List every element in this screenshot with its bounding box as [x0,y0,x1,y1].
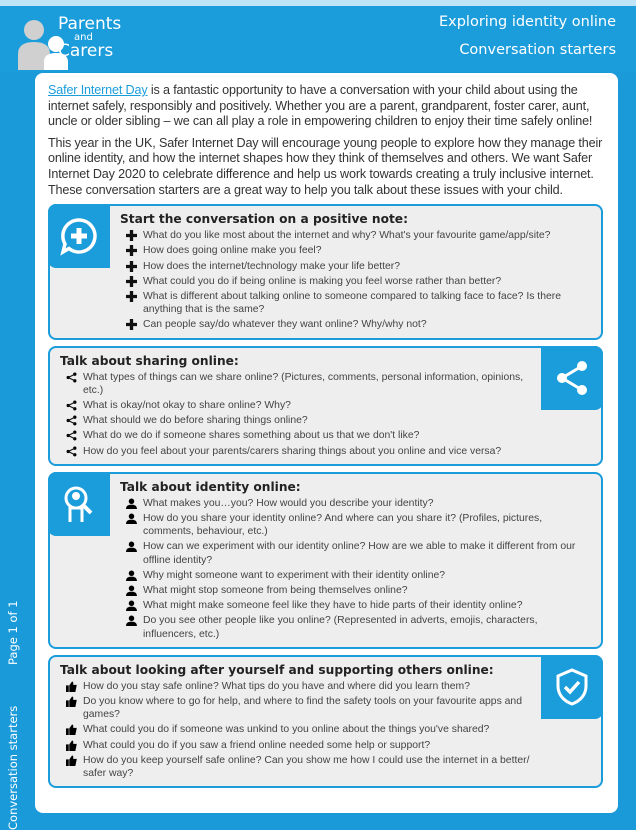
intro-paragraph-2: This year in the UK, Safer Internet Day will encourage young people to explore how they manage their online identity, and how the internet shapes how they think of themselves and others. We want Safer Internet Day 2020 to celebrate difference and help us work towards creating a truly inclusive internet. These conversation starters are a great way to help you talk about these issues with your child. [48,135,603,197]
question-text: What could you do if being online is making you feel worse rather than better? [143,275,502,287]
list-item [120,569,593,582]
share-icon [541,346,603,410]
intro-paragraph-1 [48,83,608,130]
content-panel [35,73,618,813]
list-item [60,445,531,458]
question-text: How do you share your identity online? And where can you share it? (Profiles, pictures, comments, behaviour, etc.) [143,513,543,538]
list-item [120,512,593,538]
page-title: Exploring identity online [438,14,616,30]
sidebar-label: Conversation starters [6,705,20,830]
question-text: What might stop someone from being themselves online? [143,585,408,597]
list-item [60,754,531,780]
question-text: Do you see other people like you online? (Represented in adverts, emojis, characters, influencers, etc.) [143,615,538,640]
list-item [120,540,593,566]
section-4 [48,655,603,788]
section-title: Talk about sharing online: [60,353,239,368]
list-item [120,275,593,288]
logo-line-1: Parents [58,14,122,34]
safer-internet-day-link[interactable]: Safer Internet Day [48,83,148,97]
list-item [120,244,593,257]
list-item [120,497,593,510]
question-text: How do you stay safe online? What tips do you have and where did you learn them? [83,680,470,692]
list-item [120,290,593,316]
list-item [60,695,531,721]
list-item [60,723,531,736]
person-search-icon [48,472,110,536]
intro [48,83,608,198]
section-title: Talk about looking after yourself and supporting others online: [60,662,494,677]
logo-line-2: and [74,32,93,43]
question-text: Why might someone want to experiment with their identity online? [143,569,446,581]
section-title: Talk about identity online: [120,479,301,494]
list-item [120,229,593,242]
sections [48,204,605,788]
logo-line-3: Carers [58,41,114,61]
intro-text: is a fantastic opportunity to have a conversation with your child about using the internet safely, responsibly and positively. Whether you are a parent, grandparent, foster carer, aunt, uncle or older sibling – we can all play a role in empowering children to enjoy their time safely online! [48,83,593,129]
question-text: What makes you…you? How would you describe your identity? [143,497,434,509]
question-text: What do you like most about the internet and why? What's your favourite game/app/site? [143,230,551,242]
question-text: What could you do if you saw a friend online needed some help or support? [83,739,431,751]
list-item [60,399,531,412]
question-text: Do you know where to go for help, and where to find the safety tools on your favourite apps and games? [83,696,522,721]
question-text: Can people say/do whatever they want online? Why/why not? [143,319,427,331]
list-item [60,429,531,442]
question-text: What do we do if someone shares something about us that we don't like? [83,430,420,442]
question-text: What might make someone feel like they have to hide parts of their identity online? [143,600,523,612]
question-text: How do you feel about your parents/carers sharing things about you online and vice versa? [83,445,502,457]
question-text: How does the internet/technology make your life better? [143,260,401,272]
list-item [120,599,593,612]
list-item [120,260,593,273]
question-list [60,680,531,780]
chat-plus-icon [48,204,110,268]
list-item [60,414,531,427]
header [0,6,636,72]
question-text: What types of things can we share online? (Pictures, comments, personal information, opinions, etc.) [83,371,524,396]
section-3 [48,472,603,649]
question-text: How do you keep yourself safe online? Can you show me how I could use the internet in a better/ safer way? [83,754,530,780]
shield-check-icon [541,655,603,719]
question-text: What should we do before sharing things online? [83,415,308,427]
question-text: How does going online make you feel? [143,245,322,257]
question-list [120,229,593,331]
list-item [120,584,593,597]
page-indicator: Page 1 of 1 [6,600,20,665]
list-item [60,739,531,752]
list-item [120,614,593,640]
question-text: What is different about talking online to someone compared to talking face to face? Is there anything that is the same? [143,290,561,316]
section-2 [48,346,603,466]
question-list [120,497,593,641]
section-1 [48,204,603,339]
list-item [60,371,531,397]
section-title: Start the conversation on a positive note: [120,212,408,227]
list-item [60,680,531,693]
question-text: What could you do if someone was unkind to you online about the things you've shared? [83,724,490,736]
question-list [60,371,531,458]
question-text: What is okay/not okay to share online? Why? [83,399,291,411]
question-text: How can we experiment with our identity online? How are we able to make it different from our offline identity? [143,541,576,566]
page-subtitle: Conversation starters [459,42,616,58]
list-item [120,318,593,331]
